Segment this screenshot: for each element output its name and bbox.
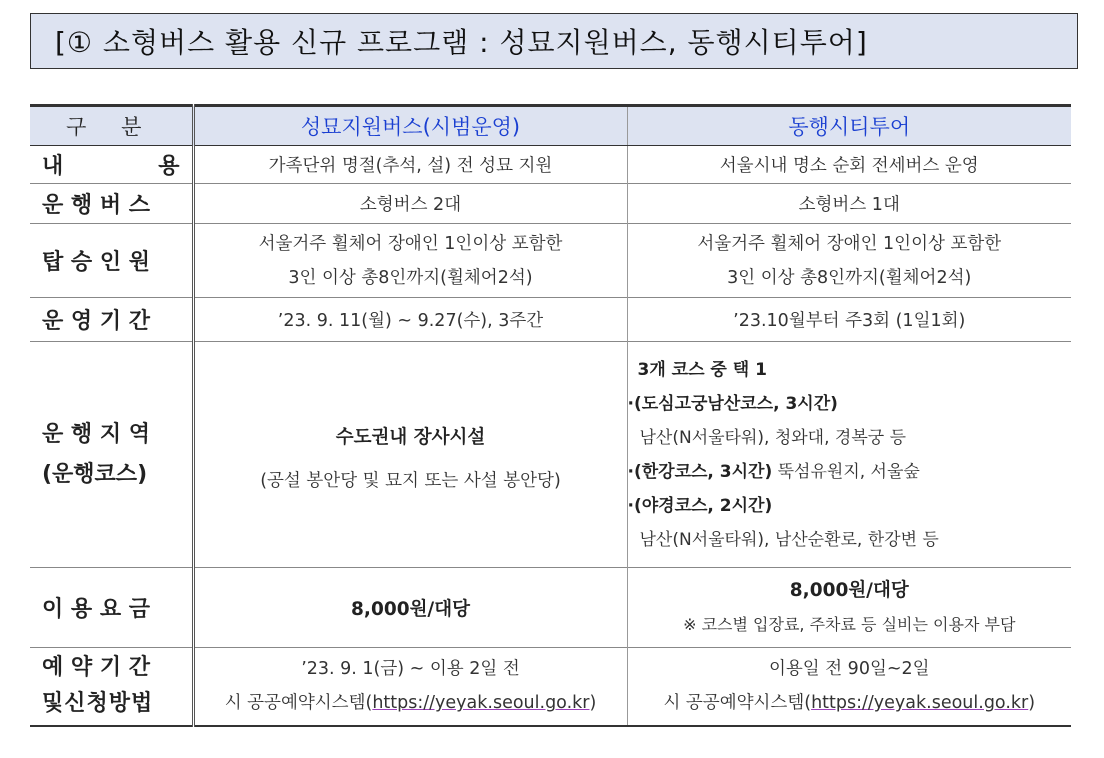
bus-col1: 소형버스 2대 bbox=[193, 184, 627, 224]
fee-col2-note: ※ 코스별 입장료, 주차료 등 실비는 이용자 부담 bbox=[683, 614, 1016, 634]
course-hangang-stops: 뚝섬유원지, 서울숲 bbox=[772, 461, 920, 482]
label-part-b: 용 bbox=[158, 154, 180, 179]
area-col1-line2: (공설 봉안당 및 묘지 또는 사설 봉안당) bbox=[260, 470, 561, 491]
period-col2: ’23.10월부터 주3회 (1일1회) bbox=[627, 298, 1071, 342]
booking-col1-link[interactable]: https://yeyak.seoul.go.kr bbox=[372, 693, 590, 714]
content-col1: 가족단위 명절(추석, 설) 전 성묘 지원 bbox=[193, 146, 627, 184]
course-hangang bbox=[628, 455, 1072, 489]
booking-col2-line2 bbox=[628, 686, 1072, 720]
booking-col2-prefix: 시 공공예약시스템( bbox=[663, 693, 812, 714]
row-label-booking bbox=[30, 648, 193, 726]
table-row bbox=[30, 342, 1071, 568]
course-night-stops: 남산(N서울타워), 남산순환로, 한강변 등 bbox=[639, 529, 939, 550]
table-header-row bbox=[30, 106, 1071, 146]
header-label: 구 분 bbox=[30, 106, 193, 146]
bus-col2: 소형버스 1대 bbox=[627, 184, 1071, 224]
table-row bbox=[30, 648, 1071, 726]
booking-col1-prefix: 시 공공예약시스템( bbox=[224, 693, 373, 714]
table-row bbox=[30, 224, 1071, 298]
header-col2: 동행시티투어 bbox=[627, 106, 1071, 146]
booking-col1-line2 bbox=[195, 686, 627, 720]
header-col1: 성묘지원버스(시범운영) bbox=[193, 106, 627, 146]
riders-col1 bbox=[193, 224, 627, 298]
riders-col1-line2: 3인 이상 총8인까지(휠체어2석) bbox=[288, 267, 533, 288]
booking-col1 bbox=[193, 648, 627, 726]
row-label-fee: 이 용 요 금 bbox=[30, 568, 193, 648]
title-text: [① 소형버스 활용 신규 프로그램 : 성묘지원버스, 동행시티투어] bbox=[55, 26, 868, 59]
fee-col2 bbox=[627, 568, 1071, 648]
row-label-riders: 탑 승 인 원 bbox=[30, 224, 193, 298]
row-label-content bbox=[30, 146, 193, 184]
course-downtown-stops: 남산(N서울타워), 청와대, 경복궁 등 bbox=[639, 427, 906, 448]
table-row bbox=[30, 568, 1071, 648]
booking-label-line2: 및신청방법 bbox=[42, 691, 154, 717]
fee-col2-line1: 8,000원/대당 bbox=[789, 579, 909, 601]
label-part-a: 내 bbox=[42, 154, 64, 179]
row-label-period: 운 영 기 간 bbox=[30, 298, 193, 342]
riders-col2-line1: 서울거주 휠체어 장애인 1인이상 포함한 bbox=[697, 233, 1002, 254]
area-label-line2: (운행코스) bbox=[42, 461, 148, 487]
riders-col2 bbox=[627, 224, 1071, 298]
area-col1 bbox=[193, 342, 627, 568]
course-intro: 3개 코스 중 택 1 bbox=[637, 359, 767, 380]
row-label-area bbox=[30, 342, 193, 568]
page-title bbox=[30, 13, 1078, 69]
table-row bbox=[30, 184, 1071, 224]
content-col2: 서울시내 명소 순회 전세버스 운영 bbox=[627, 146, 1071, 184]
booking-col1-suffix: ) bbox=[589, 693, 597, 714]
area-col1-line1: 수도권내 장사시설 bbox=[335, 426, 486, 448]
booking-label-line1: 예 약 기 간 bbox=[42, 655, 150, 681]
course-hangang-title: ·(한강코스, 3시간) bbox=[627, 461, 773, 482]
table-row bbox=[30, 146, 1071, 184]
course-night-title: ·(야경코스, 2시간) bbox=[627, 495, 773, 516]
booking-col1-line1: ’23. 9. 1(금) ~ 이용 2일 전 bbox=[301, 659, 520, 680]
riders-col2-line2: 3인 이상 총8인까지(휠체어2석) bbox=[727, 267, 972, 288]
course-downtown-title: ·(도심고궁남산코스, 3시간) bbox=[627, 393, 838, 414]
fee-col1: 8,000원/대당 bbox=[193, 568, 627, 648]
booking-col2-line1: 이용일 전 90일~2일 bbox=[768, 659, 930, 680]
table-row bbox=[30, 298, 1071, 342]
booking-col2 bbox=[627, 648, 1071, 726]
row-label-bus: 운 행 버 스 bbox=[30, 184, 193, 224]
riders-col1-line1: 서울거주 휠체어 장애인 1인이상 포함한 bbox=[258, 233, 563, 254]
booking-col2-link[interactable]: https://yeyak.seoul.go.kr bbox=[811, 693, 1029, 714]
area-col2 bbox=[627, 342, 1071, 568]
area-label-line1: 운 행 지 역 bbox=[42, 421, 150, 447]
period-col1: ’23. 9. 11(월) ~ 9.27(수), 3주간 bbox=[193, 298, 627, 342]
booking-col2-suffix: ) bbox=[1028, 693, 1036, 714]
program-table bbox=[30, 104, 1071, 727]
